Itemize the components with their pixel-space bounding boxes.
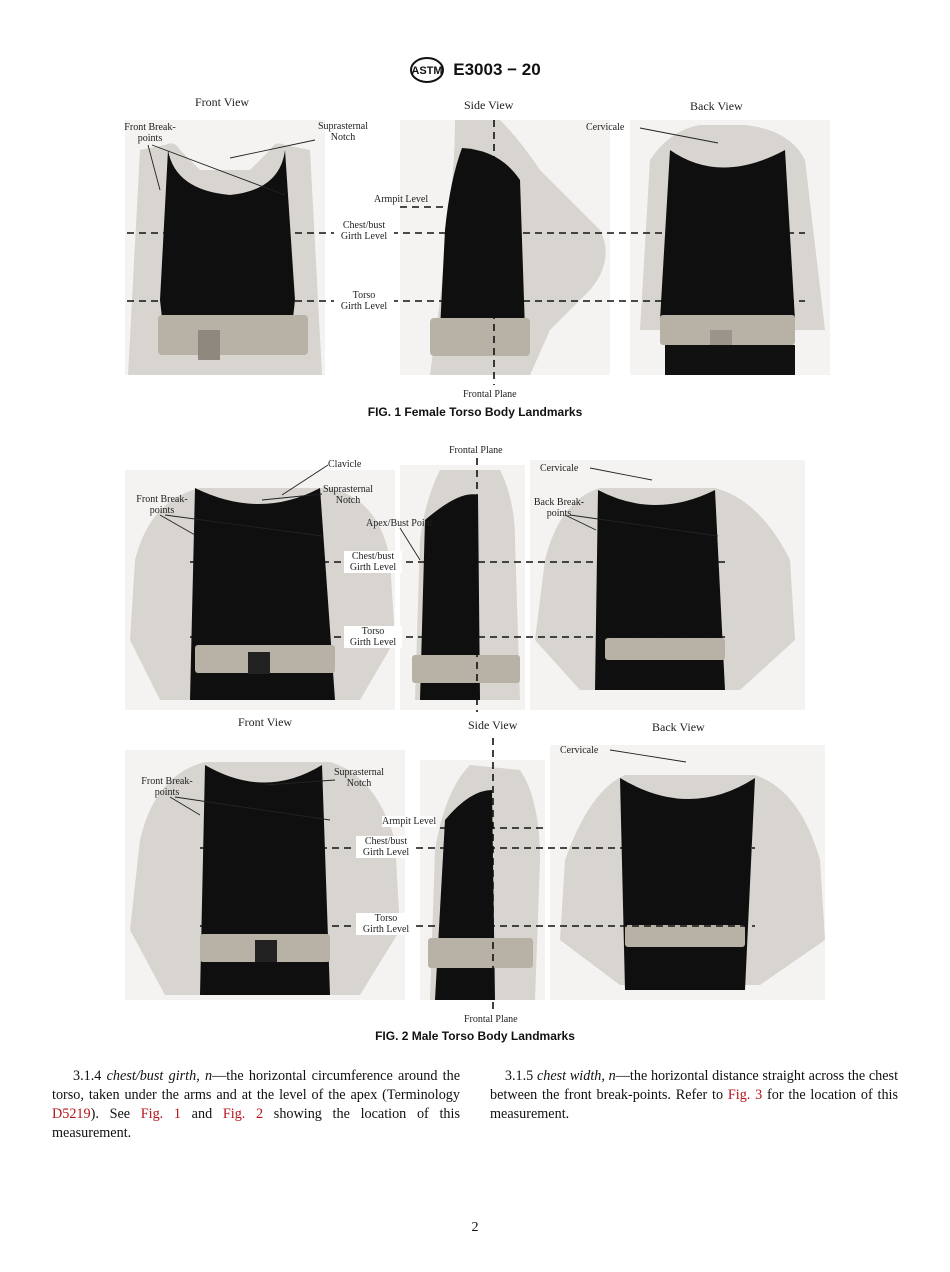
fig2-top-frontal-plane-label: Frontal Plane [449,445,503,456]
fig1-side-view-title: Side View [464,98,514,112]
fig2-bottom-back-photo [550,745,825,1000]
fig2-back-break-points-label: Back Break- points [533,497,585,519]
fig1-side-photo [400,120,610,375]
fig2-front-view-title: Front View [238,715,293,729]
ref-fig3-link[interactable]: Fig. 3 [727,1087,763,1103]
fig2-caption: FIG. 2 Male Torso Body Landmarks [375,1029,575,1043]
fig1-torso-girth-label: Torso Girth Level [334,290,394,312]
fig1-front-photo [125,120,325,375]
fig2-bottom-torso-girth-label: Torso Girth Level [356,913,416,935]
fig2-top-chest-bust-girth-label: Chest/bust Girth Level [344,551,402,573]
fig2-bottom-front-break-points-label: Front Break- points [141,776,193,798]
ref-fig2-link[interactable]: Fig. 2 [222,1106,264,1122]
fig1-armpit-level-label: Armpit Level [374,194,429,205]
fig2-bottom-frontal-plane-label: Frontal Plane [464,1014,518,1025]
ref-d5219-link[interactable]: D5219 [52,1106,91,1122]
fig1-front-break-points-label: Front Break- points [124,122,176,144]
fig2-clavicle-label: Clavicle [328,459,362,470]
fig2-top-cervicale-label: Cervicale [540,463,579,474]
fig2-apex-bust-point-label: Apex/Bust Point [366,518,433,529]
fig2-top-front-break-points-label: Front Break- points [136,494,188,516]
fig1-caption: FIG. 1 Female Torso Body Landmarks [367,405,583,419]
fig2-bottom-suprasternal-notch-label: Suprasternal Notch [334,767,384,789]
fig2-armpit-level-label: Armpit Level [382,816,437,827]
page-number: 2 [471,1220,479,1235]
fig2-top-side-photo [400,465,525,710]
paragraph-3-1-4: 3.1.4 chest/bust girth, n—the horizontal circumference around the torso, taken under the arms and at the level of the apex (Terminology D5219). See Fig. 1 and Fig. 2 showing the location of this measurement. [52,1068,460,1141]
fig2-bottom-cervicale-label: Cervicale [560,745,599,756]
fig1-frontal-plane-label: Frontal Plane [463,389,517,400]
fig2-side-view-title: Side View [468,718,518,732]
fig2-bottom-chest-bust-girth-label: Chest/bust Girth Level [356,836,416,858]
document-code: E3003 − 20 [453,60,541,79]
svg-text:ASTM: ASTM [411,65,443,77]
fig1-suprasternal-notch-label: Suprasternal Notch [318,121,368,143]
fig1-back-view-title: Back View [690,99,743,113]
fig2-top-suprasternal-notch-label: Suprasternal Notch [323,484,373,506]
paragraph-3-1-5: 3.1.5 chest width, n—the horizontal distance straight across the chest between the front break-points. Refer to Fig. 3 for the location of this measurement. [490,1068,899,1122]
fig1-chest-bust-girth-label: Chest/bust Girth Level [334,220,394,242]
fig2-bottom-side-photo [420,760,545,1000]
fig2-back-view-title: Back View [652,720,705,734]
fig1-back-photo [630,120,830,375]
fig2-top-torso-girth-label: Torso Girth Level [344,626,402,648]
fig1-front-view-title: Front View [195,95,250,109]
fig1-cervicale-label: Cervicale [586,122,625,133]
ref-fig1-link[interactable]: Fig. 1 [140,1106,181,1122]
